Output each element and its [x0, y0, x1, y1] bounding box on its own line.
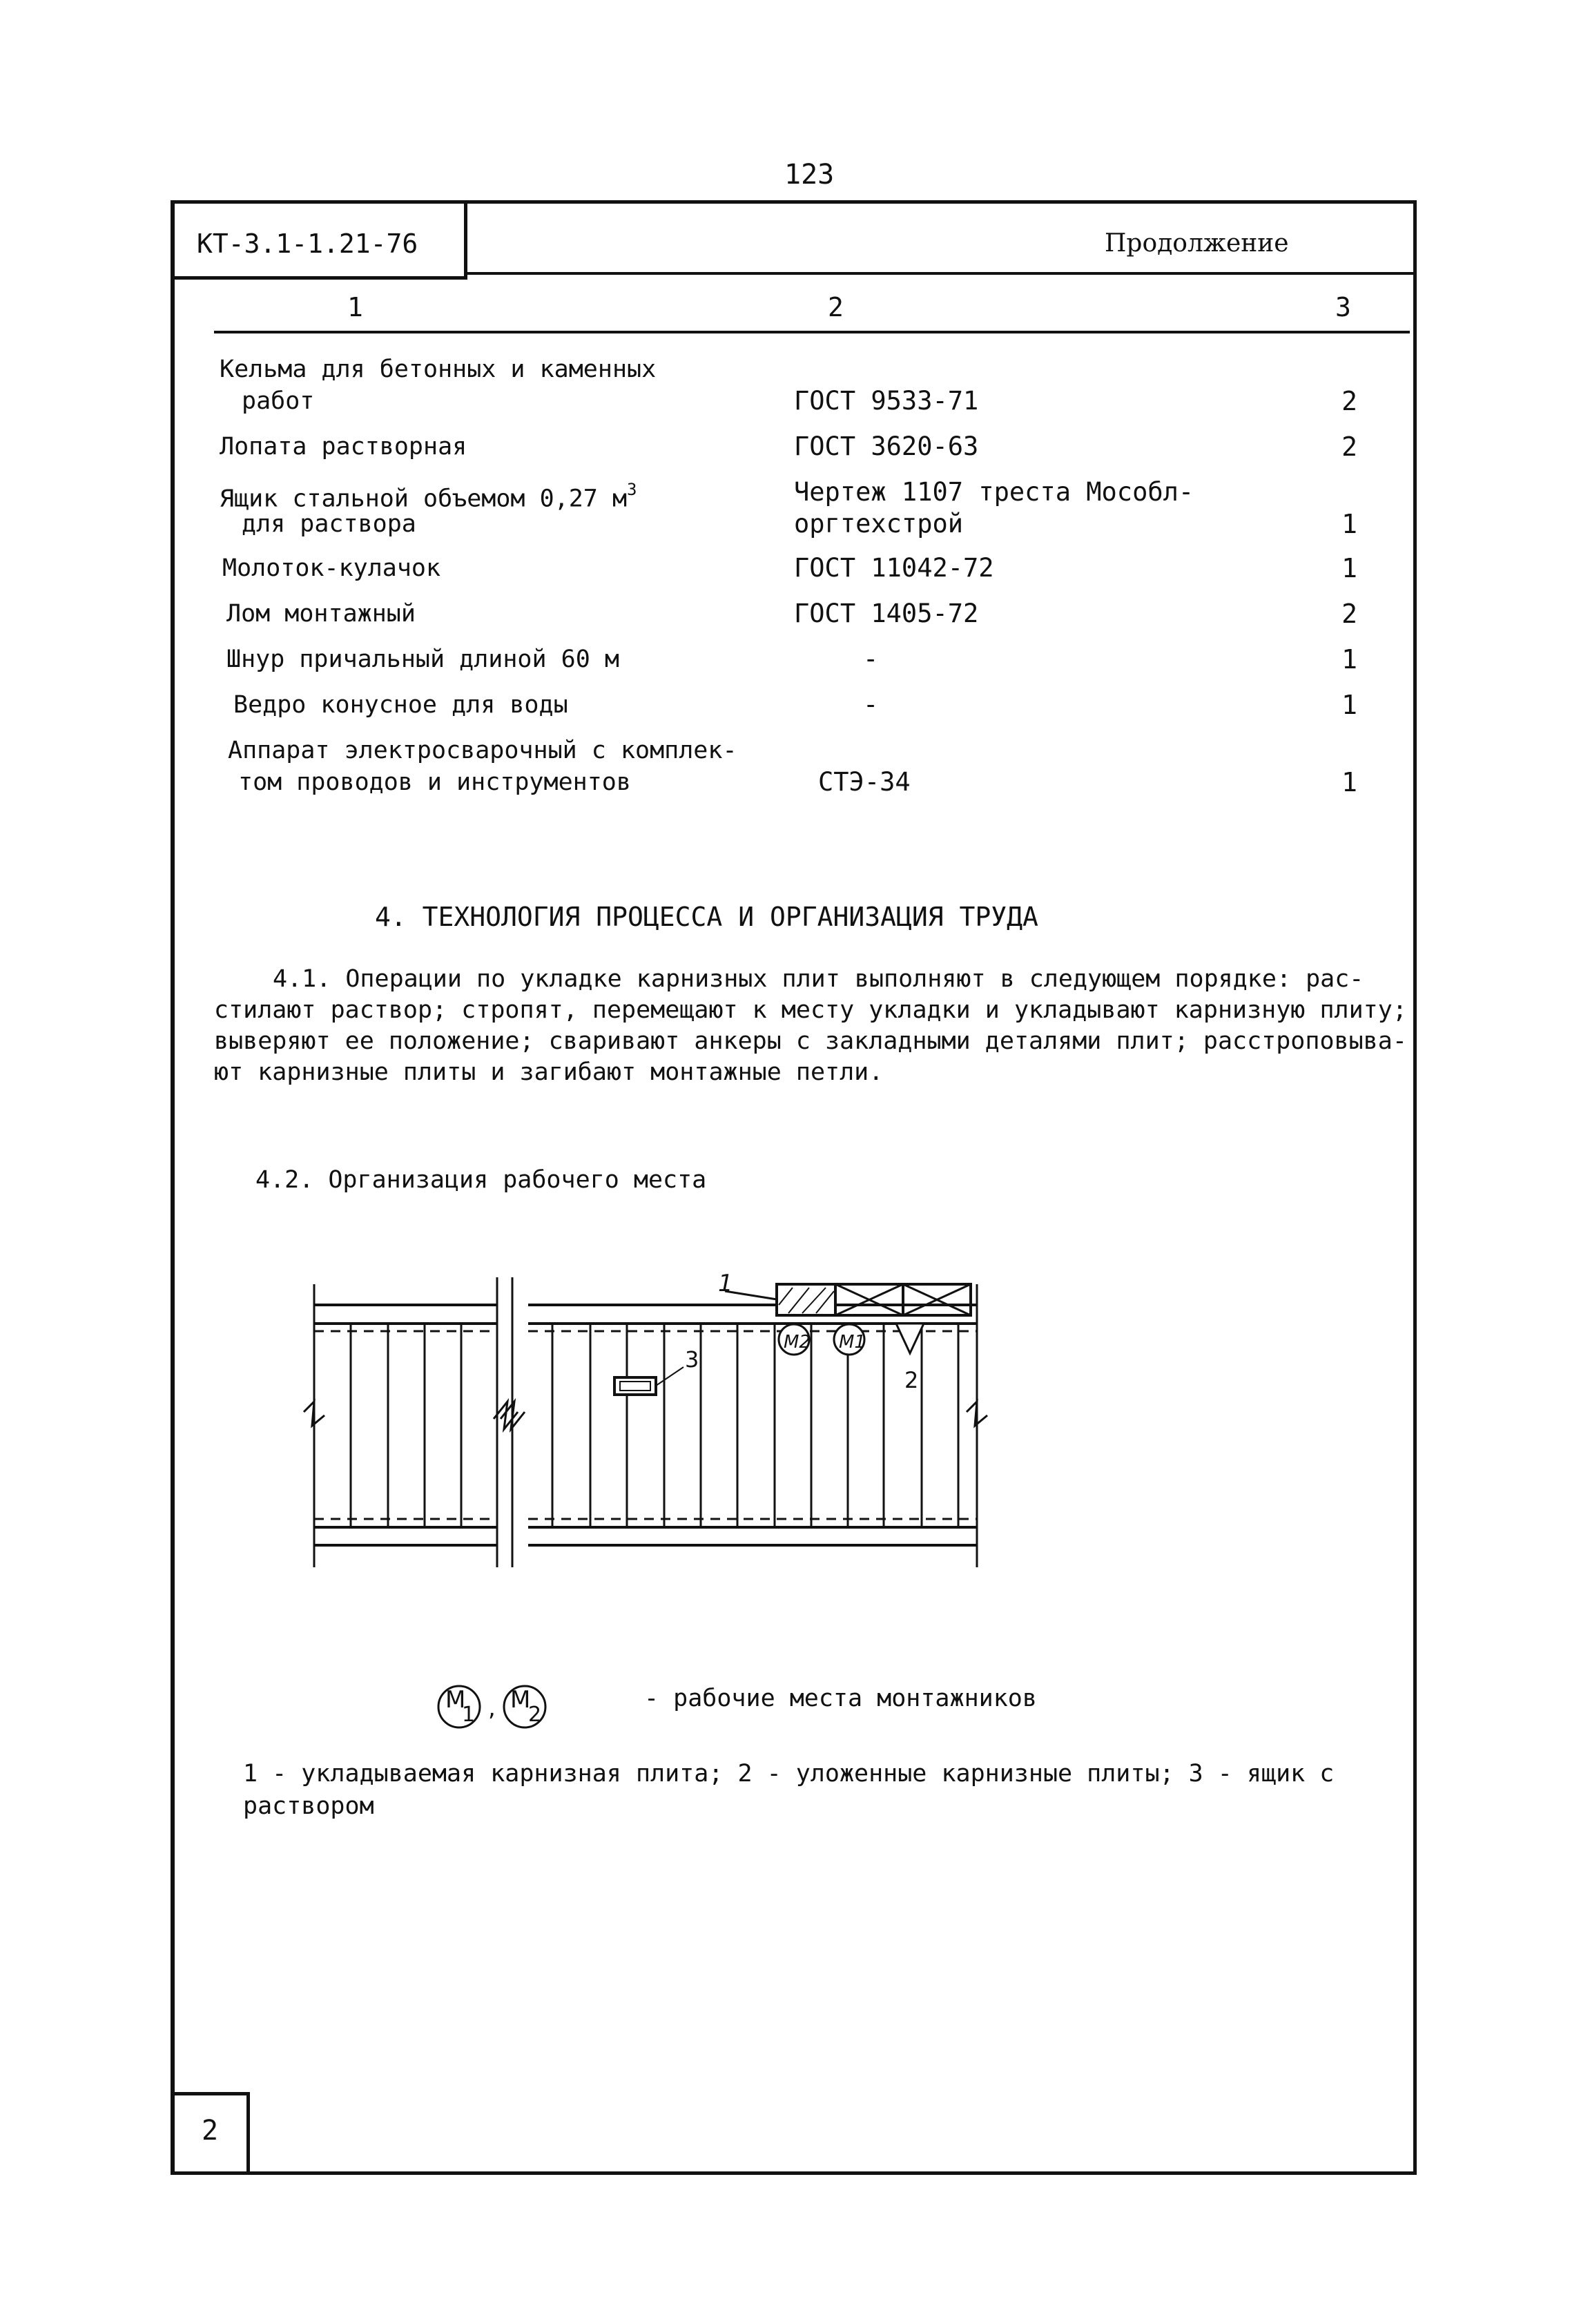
legend-symbols: [432, 1681, 635, 1733]
table-row-name: Ящик стальной объемом 0,27 $м^3$: [220, 480, 637, 513]
superscript-cubic: 3: [627, 480, 637, 499]
table-row-standard: Чертеж 1107 треста Мособл-: [794, 477, 1194, 507]
legend-text: - рабочие места монтажников: [644, 1685, 1037, 1712]
legend-m1-letter: M: [445, 1686, 466, 1714]
legend-m2-letter: M: [510, 1686, 531, 1714]
table-row-name: Аппарат электросварочный с комплек-: [228, 737, 737, 764]
table-row-standard-cont: оргтехстрой: [794, 509, 964, 539]
table-row-qty: 1: [1341, 690, 1357, 720]
paragraph-4-1-line-3: выверяют ее положение; сваривают анкеры с закладными деталями плит; расстроповыва-: [214, 1027, 1407, 1055]
worker-mark-m2: M2: [784, 1332, 811, 1353]
legend-m2-sub: 2: [528, 1703, 542, 1727]
laid-slabs-marker: [896, 1324, 924, 1353]
table-row-standard: -: [863, 644, 879, 674]
document-code: КТ-3.1-1.21-76: [197, 229, 418, 259]
table-row-name: Шнур причальный длиной 60 м: [226, 646, 619, 673]
table-row-qty: 1: [1341, 767, 1357, 797]
table-row-standard: ГОСТ 1405-72: [794, 599, 979, 628]
table-row-name: Лом монтажный: [226, 600, 416, 628]
section-title: 4. ТЕХНОЛОГИЯ ПРОЦЕССА И ОРГАНИЗАЦИЯ ТРУДА: [375, 902, 1038, 932]
table-row-qty: 1: [1341, 509, 1357, 539]
paragraph-4-1-line-1: 4.1. Операции по укладке карнизных плит выполняют в следующем порядке: рас-: [273, 965, 1364, 993]
table-row-qty: 1: [1341, 553, 1357, 583]
table-row-name-cont: том проводов и инструментов: [238, 768, 631, 796]
table-row-standard: СТЭ-34: [818, 767, 911, 797]
table-row-qty: 2: [1341, 386, 1357, 416]
table-row-name: Лопата растворная: [220, 433, 467, 461]
table-row-name: Молоток-кулачок: [222, 554, 441, 582]
continuation-label: Продолжение: [1105, 229, 1289, 258]
caption-line-2: раствором: [243, 1792, 374, 1820]
callout-1: 1: [718, 1270, 733, 1297]
table-row-name: Ведро конусное для воды: [233, 691, 568, 719]
table-row-standard: -: [863, 690, 879, 719]
table-row-name-cont: для раствора: [242, 510, 416, 538]
column-header-3: 3: [1335, 292, 1351, 322]
worker-mark-m1: M1: [839, 1332, 866, 1353]
callout-2: 2: [904, 1367, 919, 1393]
paragraph-4-2: 4.2. Организация рабочего места: [255, 1166, 707, 1194]
table-row-standard: ГОСТ 9533-71: [794, 386, 979, 416]
callout-3-leader: [656, 1367, 683, 1386]
page-number: 123: [784, 159, 835, 191]
paragraph-4-1-line-4: ют карнизные плиты и загибают монтажные петли.: [214, 1058, 884, 1086]
table-header-rule: [214, 331, 1410, 333]
table-row-qty: 1: [1341, 644, 1357, 675]
header-divider: [467, 272, 1417, 275]
paragraph-4-1-line-2: стилают раствор; стропят, перемещают к месту укладки и укладывают карнизную плиту;: [214, 996, 1407, 1024]
table-row-name: Кельма для бетонных и каменных: [220, 356, 657, 383]
legend-separator: ,: [488, 1694, 496, 1722]
caption-line-1: 1 - укладываемая карнизная плита; 2 - уложенные карнизные плиты; 3 - ящик с: [243, 1760, 1335, 1788]
table-row-qty: 2: [1341, 432, 1357, 462]
table-row-standard: ГОСТ 3620-63: [794, 432, 979, 461]
column-header-2: 2: [828, 292, 844, 322]
table-row-standard: ГОСТ 11042-72: [794, 553, 994, 583]
column-header-1: 1: [347, 292, 363, 322]
callout-3: 3: [685, 1346, 699, 1373]
workplace-diagram: [297, 1257, 1001, 1588]
table-row-name-cont: работ: [242, 387, 315, 415]
table-row-qty: 2: [1341, 599, 1357, 629]
legend-m1-sub: 1: [462, 1703, 476, 1727]
footer-number: 2: [202, 2115, 219, 2147]
